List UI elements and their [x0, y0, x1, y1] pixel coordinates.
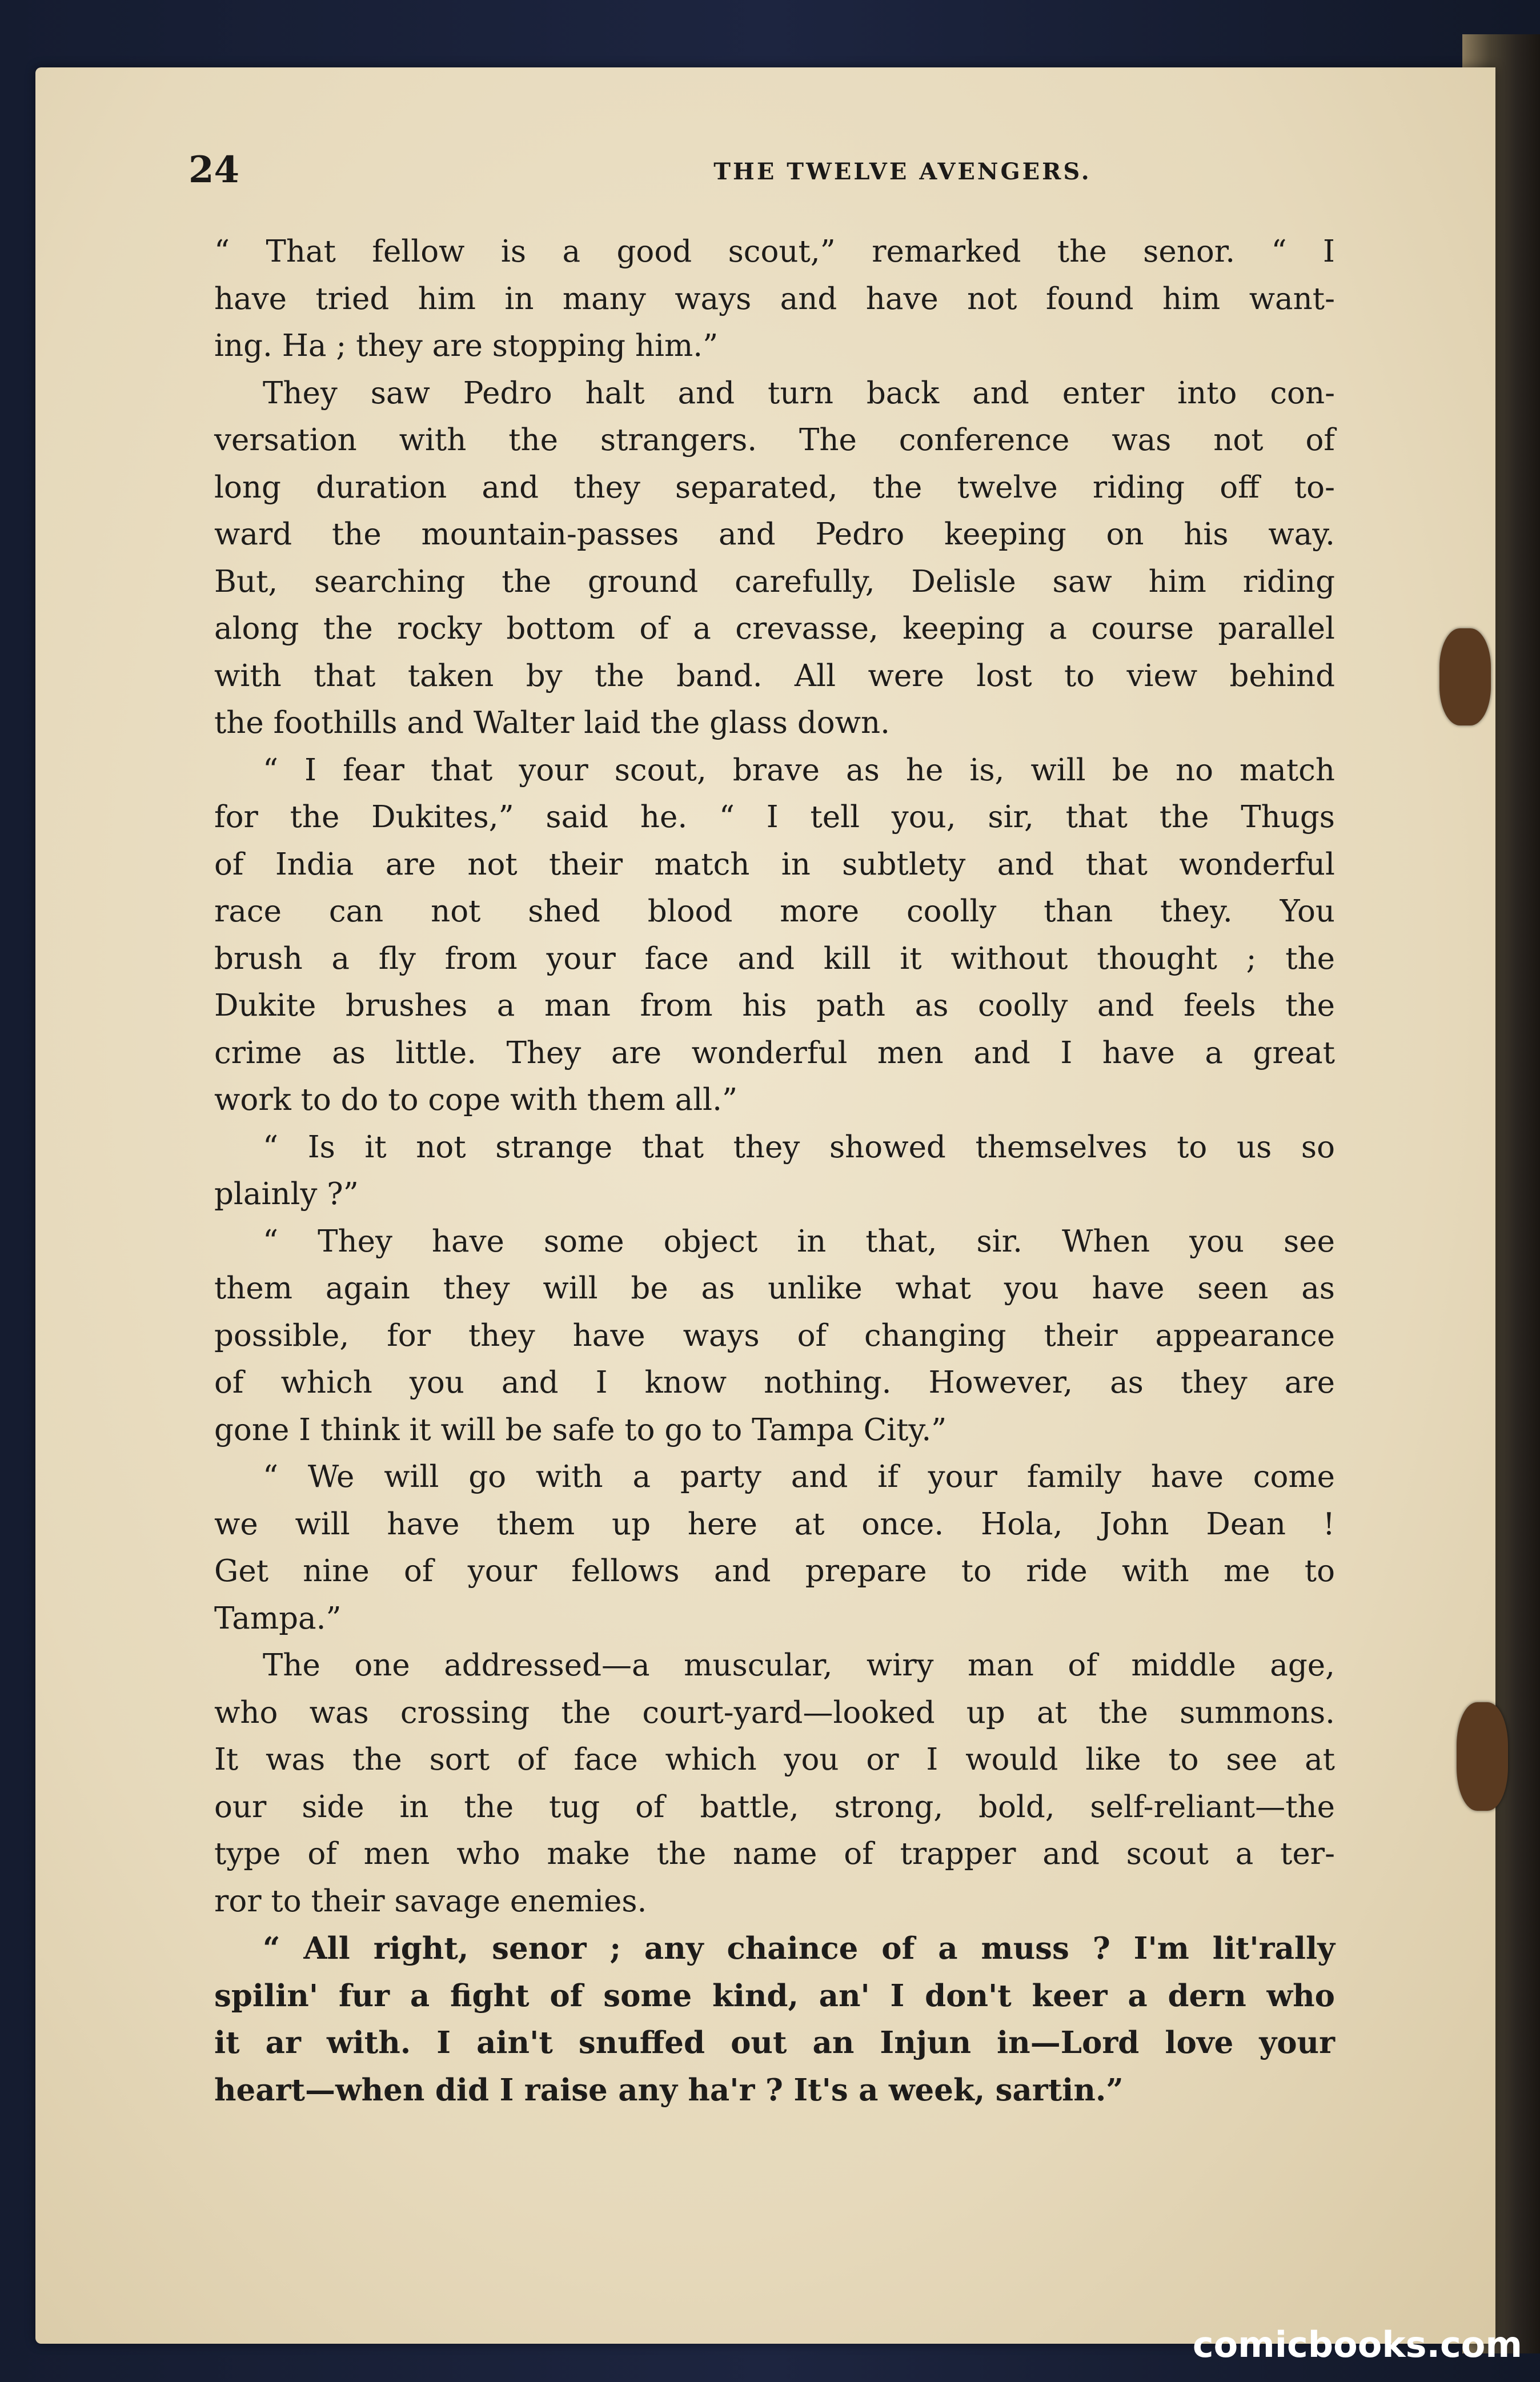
- text-line: Get nine of your fellows and prepare to ride with me to: [214, 1554, 1335, 1589]
- text-line: of India are not their match in subtlety and that wonderful: [214, 847, 1335, 882]
- text-line: “ We will go with a party and if your family have come: [263, 1459, 1335, 1494]
- text-line: plainly ?”: [214, 1177, 359, 1212]
- text-line: ward the mountain-passes and Pedro keeping on his way.: [214, 517, 1335, 552]
- text-line: Dukite brushes a man from his path as coolly and feels the: [214, 988, 1335, 1023]
- text-line: versation with the strangers. The conference was not of: [214, 423, 1335, 458]
- text-line: work to do to cope with them all.”: [214, 1082, 738, 1117]
- text-line: But, searching the ground carefully, Delisle saw him riding: [214, 564, 1335, 599]
- text-line: of which you and I know nothing. However, as they are: [214, 1365, 1335, 1400]
- text-line: it ar with. I ain't snuffed out an Injun in—Lord love your: [214, 2025, 1335, 2060]
- text-line: them again they will be as unlike what you have seen as: [214, 1271, 1335, 1306]
- text-line: our side in the tug of battle, strong, bold, self-reliant—the: [214, 1789, 1335, 1824]
- text-line: It was the sort of face which you or I would like to see at: [214, 1742, 1335, 1777]
- text-line: “ That fellow is a good scout,” remarked the senor. “ I: [214, 234, 1335, 269]
- text-line: possible, for they have ways of changing their appearance: [214, 1318, 1335, 1353]
- text-line: The one addressed—a muscular, wiry man of middle age,: [263, 1648, 1335, 1683]
- text-line: Tampa.”: [214, 1601, 342, 1636]
- page-number: 24: [189, 149, 240, 191]
- text-line: “ All right, senor ; any chaince of a muss ? I'm lit'rally: [263, 1931, 1335, 1966]
- text-line: who was crossing the court-yard—looked up at the summons.: [214, 1695, 1335, 1730]
- text-line: spilin' fur a fight of some kind, an' I don't keer a dern who: [214, 1978, 1335, 2014]
- text-line: “ Is it not strange that they showed themselves to us so: [263, 1129, 1335, 1165]
- text-line: have tried him in many ways and have not found him want-: [214, 281, 1335, 316]
- watermark-text: comicbooks.com: [1192, 2324, 1522, 2365]
- text-line: “ They have some object in that, sir. When you see: [263, 1224, 1335, 1259]
- text-line: the foothills and Walter laid the glass down.: [214, 705, 891, 740]
- text-line: heart—when did I raise any ha'r ? It's a week, sartin.”: [214, 2072, 1124, 2108]
- text-line: crime as little. They are wonderful men and I have a great: [214, 1035, 1335, 1070]
- text-line: long duration and they separated, the twelve riding off to-: [214, 470, 1335, 505]
- text-line: They saw Pedro halt and turn back and enter into con-: [263, 375, 1335, 411]
- page-tear-mark: [1457, 1702, 1508, 1811]
- text-line: type of men who make the name of trapper and scout a ter-: [214, 1836, 1335, 1871]
- text-line: ror to their savage enemies.: [214, 1883, 647, 1919]
- text-line: race can not shed blood more coolly than they. You: [214, 894, 1335, 929]
- text-line: with that taken by the band. All were lost to view behind: [214, 658, 1335, 693]
- page-header: [189, 147, 1331, 193]
- text-line: for the Dukites,” said he. “ I tell you, sir, that the Thugs: [214, 800, 1335, 835]
- text-line: gone I think it will be safe to go to Tampa City.”: [214, 1412, 947, 1447]
- text-line: we will have them up here at once. Hola, John Dean !: [214, 1506, 1335, 1542]
- text-line: along the rocky bottom of a crevasse, keeping a course parallel: [214, 611, 1335, 646]
- body-text: [214, 228, 1335, 2114]
- text-line: “ I fear that your scout, brave as he is, will be no match: [263, 752, 1335, 788]
- text-line: ing. Ha ; they are stopping him.”: [214, 328, 719, 363]
- running-head: THE TWELVE AVENGERS.: [713, 158, 1092, 185]
- page-tear-mark: [1439, 628, 1491, 725]
- text-line: brush a fly from your face and kill it without thought ; the: [214, 941, 1335, 976]
